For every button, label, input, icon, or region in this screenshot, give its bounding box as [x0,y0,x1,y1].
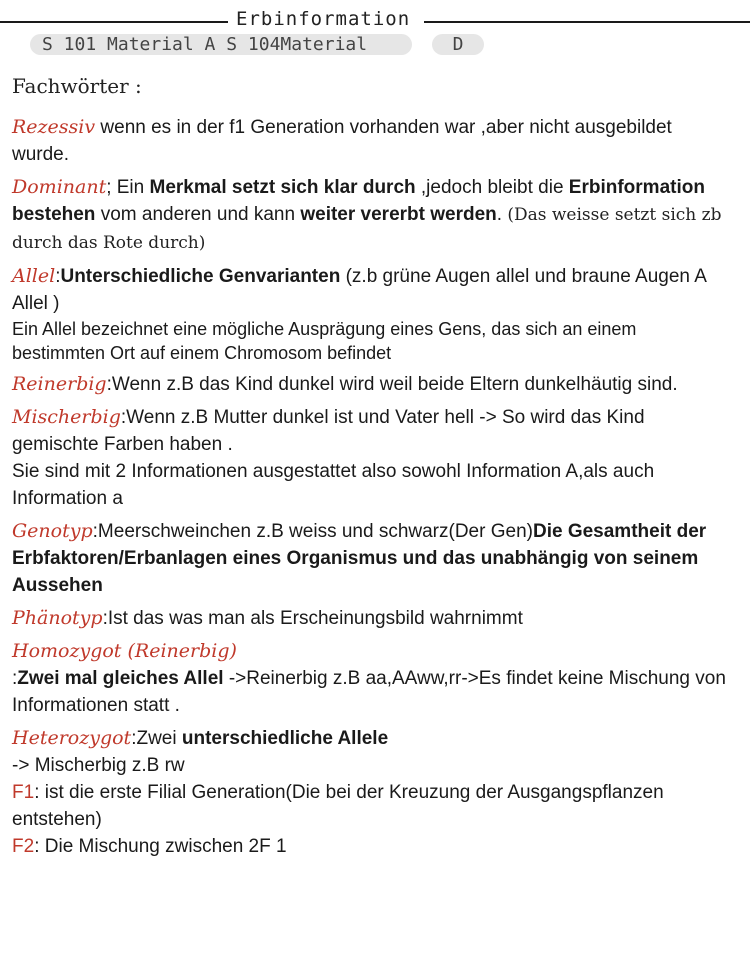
page-title: Erbinformation [236,8,411,30]
entry-genotyp [12,518,732,599]
definition-bold: Zwei mal gleiches Allel [17,668,224,689]
definition-text: : [12,668,18,689]
entry-mischerbig [12,404,732,512]
definition-text: :Zwei [131,728,182,749]
term-label: Allel [12,265,56,287]
term-label: Reinerbig [12,373,107,395]
entry-allel [12,263,732,365]
term-label: Phänotyp [12,607,103,629]
header [0,8,750,30]
definition-text: ->Reinerbig z.B aa,AAww,rr->Es findet keine Mischung von Informationen statt . [12,668,726,716]
definition-text: (z.b grüne Augen allel und braune Augen A Allel ) [12,266,706,314]
term-label: Heterozygot [12,727,132,749]
section-heading: Fachwörter : [12,74,142,98]
material-tag: S 101 Material A S 104Material [30,34,412,55]
definition-text: :Ist das was man als Erscheinungsbild wahrnimmt [102,608,523,629]
definition-text: : [55,266,61,287]
definition-extra: Sie sind mit 2 Informationen ausgestattet also sowohl Information A,als auch Information a [12,461,655,509]
definition-extra: -> Mischerbig z.B rw [12,755,185,776]
term-label: Dominant [12,176,107,198]
term-label: F2 [12,836,35,857]
definition-bold: Die Gesamtheit der Erbfaktoren/Erbanlagen eines Organismus und das unabhängig von seinem Aussehen [12,521,707,596]
term-label: Rezessiv [12,116,96,138]
header-rule-left [0,21,228,23]
entry-rezessiv [12,114,732,168]
entry-homozygot [12,638,732,719]
handwritten-note: (Das weisse setzt sich zb durch das Rote durch) [12,205,722,253]
definition-text: : ist die erste Filial Generation(Die bei der Kreuzung der Ausgangspflanzen entstehen) [12,782,664,830]
entry-heterozygot [12,725,732,860]
definition-text: wenn es in der f1 Generation vorhanden war ,aber nicht ausgebildet wurde. [12,117,672,165]
definition-text: ; Ein [106,177,150,198]
glossary [12,114,732,866]
entry-dominant [12,174,732,257]
definition-text: : Die Mischung zwischen 2F 1 [34,836,287,857]
term-label: Mischerbig [12,406,121,428]
definition-bold: Erbinformation bestehen [12,177,705,225]
entry-reinerbig [12,371,732,398]
definition-bold: Unterschiedliche Genvarianten [60,266,341,287]
f2-definition [12,833,732,860]
f1-definition [12,779,732,833]
definition-text: :Wenn z.B Mutter dunkel ist und Vater hell -> So wird das Kind gemischte Farben haben . [12,407,645,455]
definition-text: :Wenn z.B das Kind dunkel wird weil beide Eltern dunkelhäutig sind. [106,374,678,395]
definition-text: vom anderen und kann [95,204,301,225]
term-label: Genotyp [12,520,93,542]
definition-text: ,jedoch bleibt die [415,177,569,198]
definition-bold: weiter vererbt werden [300,204,497,225]
term-label: Homozygot (Reinerbig) [12,640,237,662]
definition-extra: Ein Allel bezeichnet eine mögliche Ausprägung eines Gens, das sich an einem bestimmten Ort auf einem Chromosom befindet [12,319,637,363]
definition-bold: unterschiedliche Allele [181,728,389,749]
term-label: F1 [12,782,35,803]
definition-text: . [496,204,508,225]
level-tag: D [432,34,484,55]
definition-bold: Merkmal setzt sich klar durch [149,177,416,198]
header-rule-right [424,21,750,23]
definition-text: :Meerschweinchen z.B weiss und schwarz(Der Gen) [92,521,533,542]
entry-phaenotyp [12,605,732,632]
